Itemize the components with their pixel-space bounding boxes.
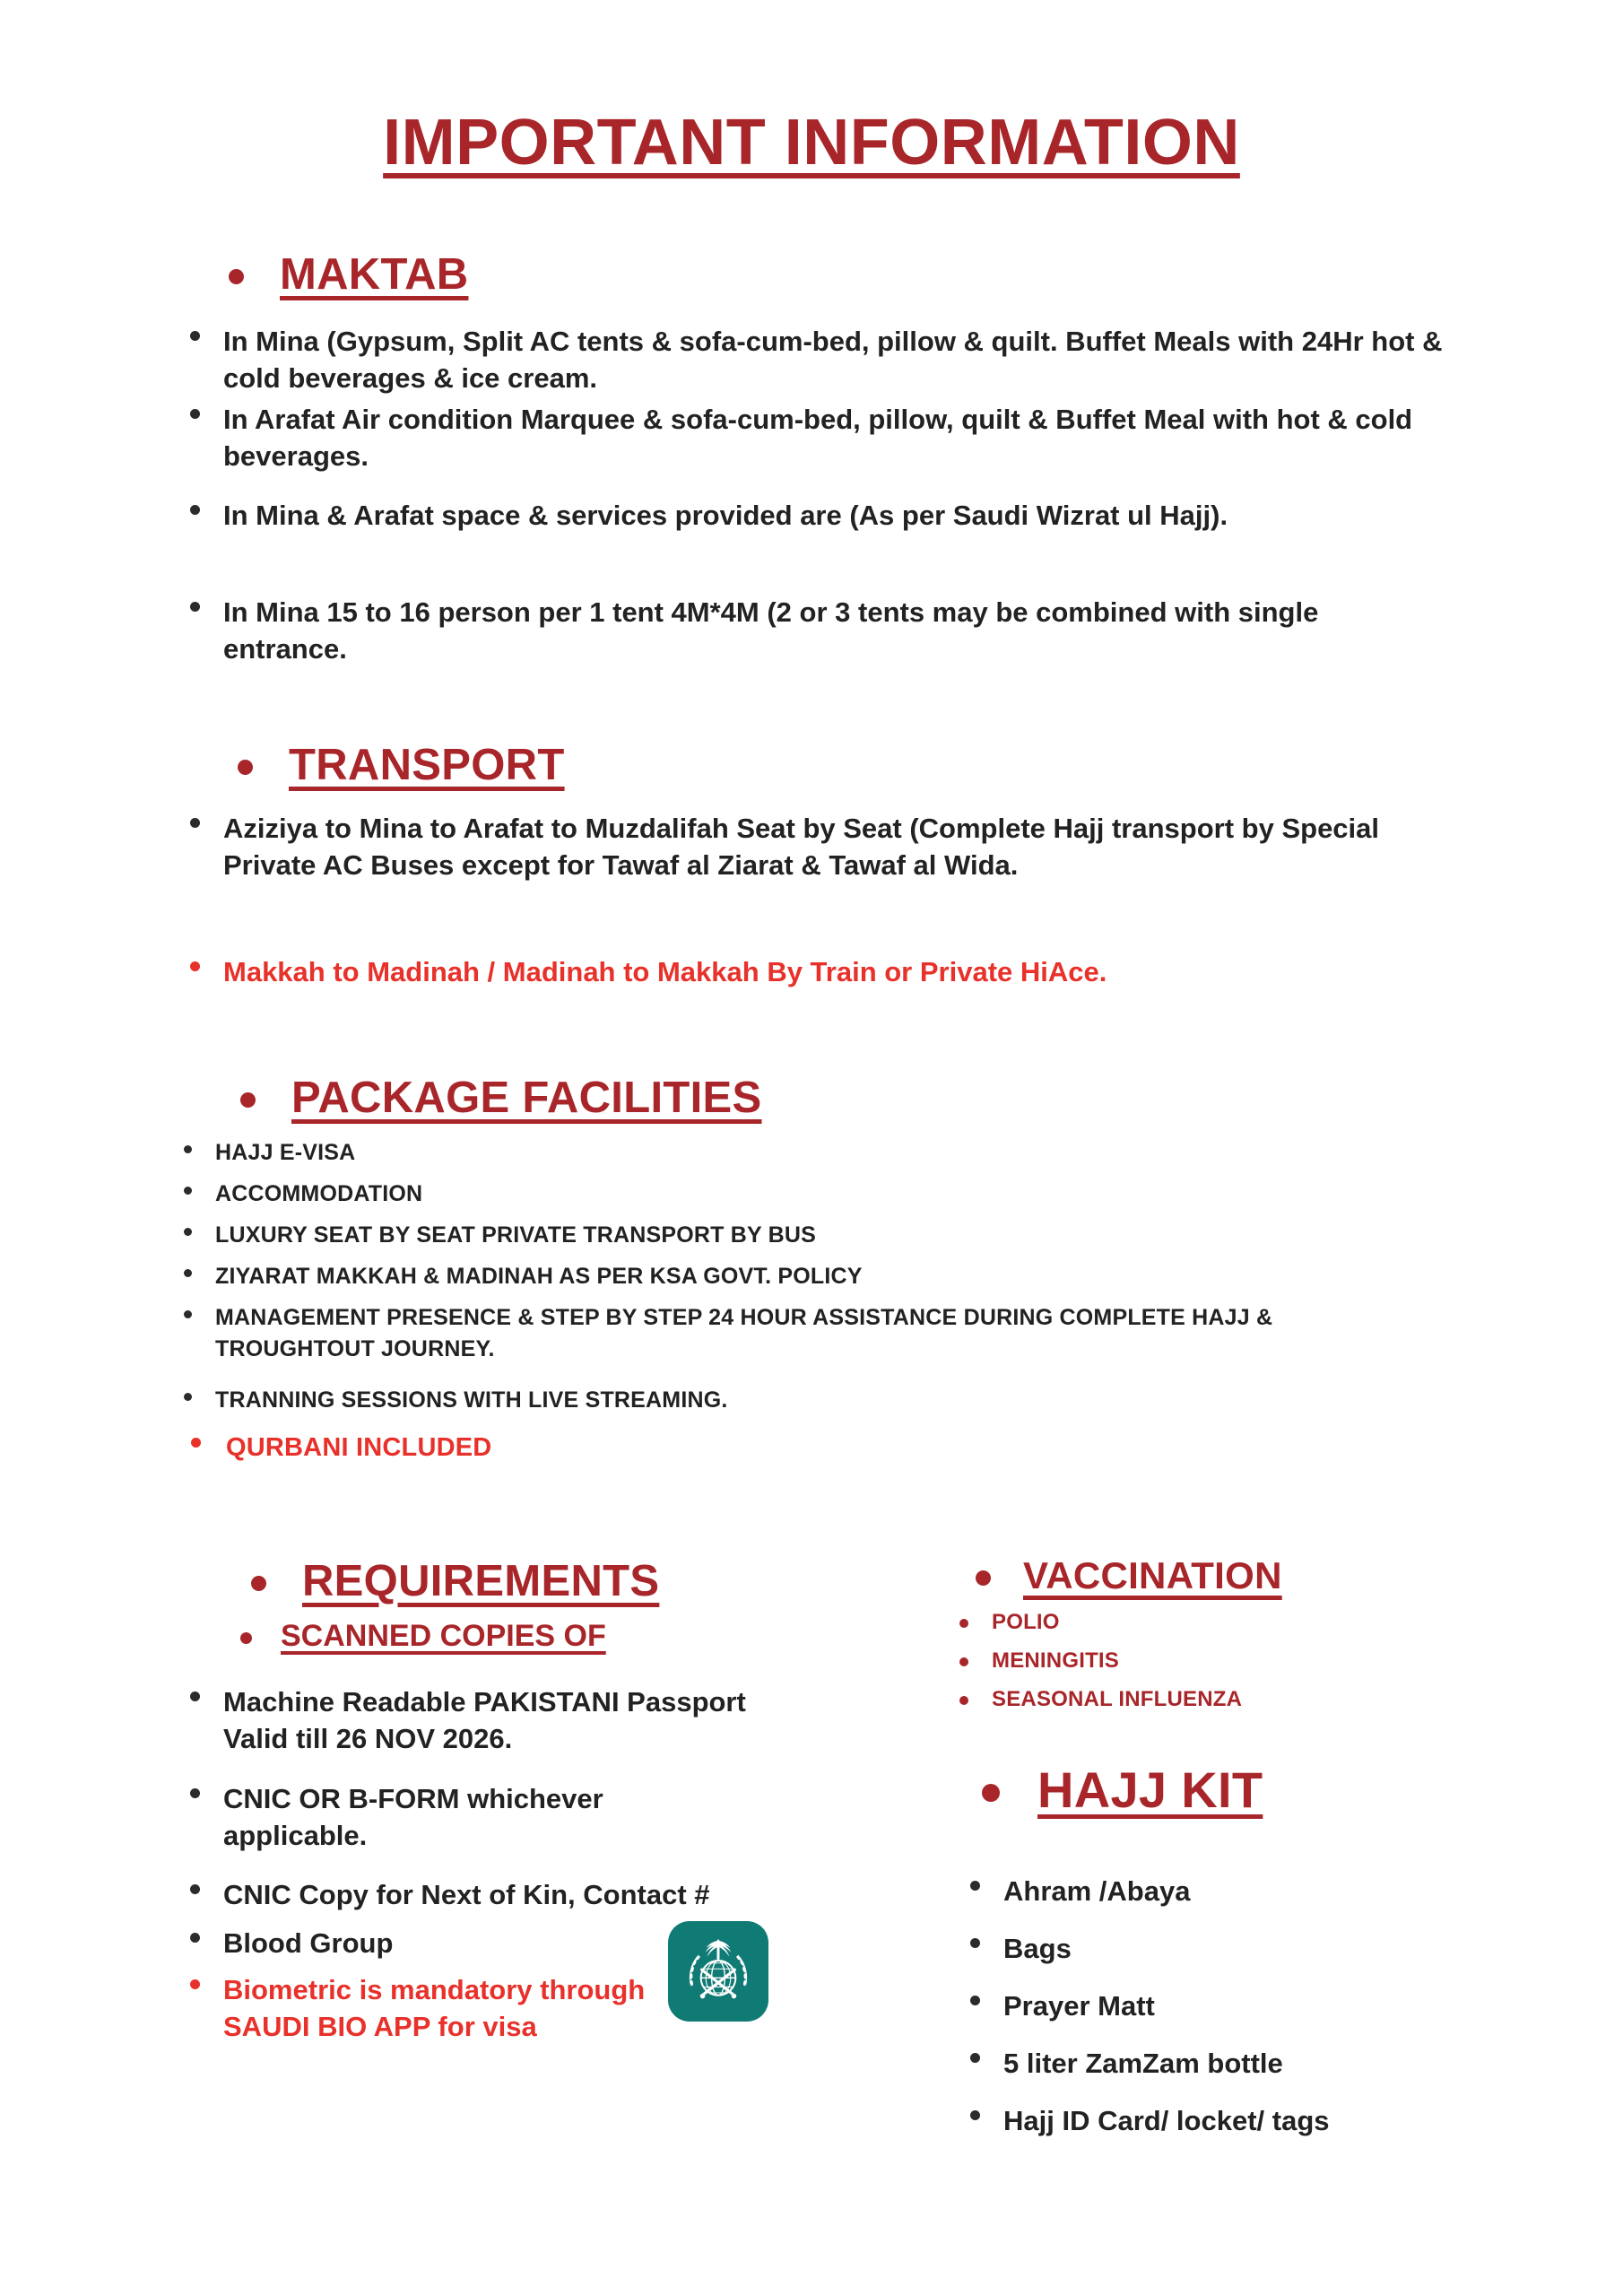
requirements-item-4: Biometric is mandatory through SAUDI BIO APP for visa [223, 1974, 646, 2043]
package-item-0: HAJJ E-VISA [215, 1140, 356, 1165]
list-bullet-icon [184, 1187, 192, 1195]
list-item [970, 2045, 1283, 2082]
list-bullet-icon [959, 1657, 968, 1666]
hajj-kit-item-0: Ahram /Abaya [1003, 1875, 1191, 1907]
package-item-5: TRANNING SESSIONS WITH LIVE STREAMING. [215, 1387, 728, 1413]
list-bullet-icon [190, 1979, 200, 1989]
package-item-2: LUXURY SEAT BY SEAT PRIVATE TRANSPORT BY BUS [215, 1222, 816, 1248]
section-heading-requirements [251, 1556, 659, 1606]
requirements-heading-label: REQUIREMENTS [302, 1557, 660, 1605]
list-item [190, 953, 1481, 990]
list-item [970, 1930, 1072, 1967]
scanned-copies-label: SCANNED COPIES OF [281, 1619, 606, 1653]
heading-bullet-icon [976, 1570, 991, 1586]
maktab-item-3: In Mina 15 to 16 person per 1 tent 4M*4M (2 or 3 tents may be combined with single entrance. [223, 596, 1319, 665]
list-bullet-icon [184, 1145, 192, 1153]
heading-bullet-icon [982, 1784, 1000, 1802]
list-item [184, 1178, 1439, 1210]
maktab-item-2: In Mina & Arafat space & services provided are (As per Saudi Wizrat ul Hajj). [223, 500, 1228, 531]
section-heading-vaccination [976, 1554, 1282, 1597]
list-item [190, 1683, 746, 1757]
list-bullet-icon [970, 2053, 980, 2063]
transport-item-1: Makkah to Madinah / Madinah to Makkah By Train or Private HiAce. [223, 956, 1107, 987]
heading-bullet-icon [240, 1092, 256, 1108]
list-bullet-icon [190, 331, 200, 341]
transport-heading-label: TRANSPORT [289, 741, 565, 789]
requirements-item-0: Machine Readable PAKISTANI Passport Valid till 26 NOV 2026. [223, 1686, 746, 1755]
list-item [190, 594, 1329, 667]
page-title: IMPORTANT INFORMATION [383, 107, 1240, 178]
list-bullet-icon [190, 409, 200, 419]
list-item [190, 1925, 746, 1961]
list-item [184, 1261, 1439, 1292]
vaccination-item-1: MENINGITIS [992, 1648, 1120, 1673]
section-heading-hajj-kit [982, 1761, 1263, 1819]
list-item [970, 1873, 1190, 1909]
list-item [184, 1137, 1439, 1169]
saudi-emblem-icon [668, 1921, 768, 2022]
vaccination-item-2: SEASONAL INFLUENZA [992, 1687, 1243, 1711]
list-item [970, 2102, 1330, 2139]
list-bullet-icon [959, 1696, 968, 1705]
hajj-kit-item-2: Prayer Matt [1003, 1990, 1155, 2022]
requirements-item-3: Blood Group [223, 1927, 394, 1959]
list-bullet-icon [970, 1881, 980, 1891]
requirements-item-2: CNIC Copy for Next of Kin, Contact # [223, 1879, 710, 1910]
list-bullet-icon [959, 1619, 968, 1628]
list-item [190, 810, 1436, 883]
heading-bullet-icon [238, 760, 253, 775]
list-item [959, 1687, 1242, 1712]
subheading-bullet-icon [240, 1632, 252, 1644]
list-item [184, 1385, 1439, 1416]
list-bullet-icon [970, 2110, 980, 2120]
section-heading-transport [238, 740, 565, 790]
hajj-kit-item-4: Hajj ID Card/ locket/ tags [1003, 2105, 1330, 2136]
hajj-kit-item-3: 5 liter ZamZam bottle [1003, 2048, 1283, 2079]
list-item [959, 1648, 1119, 1674]
list-item [190, 1780, 746, 1854]
list-bullet-icon [190, 961, 200, 971]
maktab-item-1: In Arafat Air condition Marquee & sofa-cum-bed, pillow, quilt & Buffet Meal with hot & cold beverages. [223, 404, 1413, 473]
list-item [190, 1876, 818, 1913]
list-bullet-icon [184, 1228, 192, 1236]
subsection-heading-scanned-copies [240, 1619, 606, 1654]
section-heading-maktab [229, 249, 468, 300]
list-bullet-icon [184, 1393, 192, 1401]
list-bullet-icon [970, 1938, 980, 1948]
list-item [190, 401, 1445, 474]
heading-bullet-icon [229, 269, 244, 284]
list-bullet-icon [190, 818, 200, 828]
hajj-kit-item-1: Bags [1003, 1933, 1072, 1964]
list-item [970, 1987, 1155, 2024]
list-bullet-icon [191, 1438, 201, 1448]
package-item-4: MANAGEMENT PRESENCE & STEP BY STEP 24 HOUR ASSISTANCE DURING COMPLETE HAJJ & TROUGHTOUT JOURNEY. [215, 1305, 1273, 1361]
list-bullet-icon [190, 1933, 200, 1943]
list-item [191, 1430, 1446, 1465]
maktab-heading-label: MAKTAB [280, 250, 469, 299]
list-item [184, 1220, 1439, 1251]
package-facilities-heading-label: PACKAGE FACILITIES [291, 1074, 762, 1122]
maktab-item-0: In Mina (Gypsum, Split AC tents & sofa-cum-bed, pillow & quilt. Buffet Meals with 24Hr hot & cold beverages & ice cream. [223, 326, 1443, 395]
list-bullet-icon [190, 1692, 200, 1701]
package-item-1: ACCOMMODATION [215, 1181, 423, 1206]
package-item-3: ZIYARAT MAKKAH & MADINAH AS PER KSA GOVT. POLICY [215, 1264, 863, 1289]
list-item [959, 1610, 1060, 1635]
heading-bullet-icon [251, 1576, 266, 1591]
list-item [184, 1302, 1332, 1364]
list-item [190, 1971, 656, 2045]
list-item [190, 323, 1445, 396]
list-bullet-icon [184, 1269, 192, 1277]
vaccination-item-0: POLIO [992, 1610, 1060, 1634]
list-bullet-icon [970, 1996, 980, 2005]
list-bullet-icon [184, 1310, 192, 1318]
list-bullet-icon [190, 1884, 200, 1894]
hajj-kit-heading-label: HAJJ KIT [1037, 1761, 1263, 1818]
list-bullet-icon [190, 1788, 200, 1798]
package-item-6: QURBANI INCLUDED [226, 1433, 492, 1462]
list-bullet-icon [190, 602, 200, 612]
list-item [190, 497, 1445, 534]
requirements-item-1: CNIC OR B-FORM whichever applicable. [223, 1783, 603, 1852]
list-bullet-icon [190, 505, 200, 515]
transport-item-0: Aziziya to Mina to Arafat to Muzdalifah Seat by Seat (Complete Hajj transport by Special Private AC Buses except for Tawaf al Ziarat & Tawaf al Wida. [223, 813, 1380, 882]
section-heading-package-facilities [240, 1073, 761, 1123]
vaccination-heading-label: VACCINATION [1023, 1554, 1282, 1596]
